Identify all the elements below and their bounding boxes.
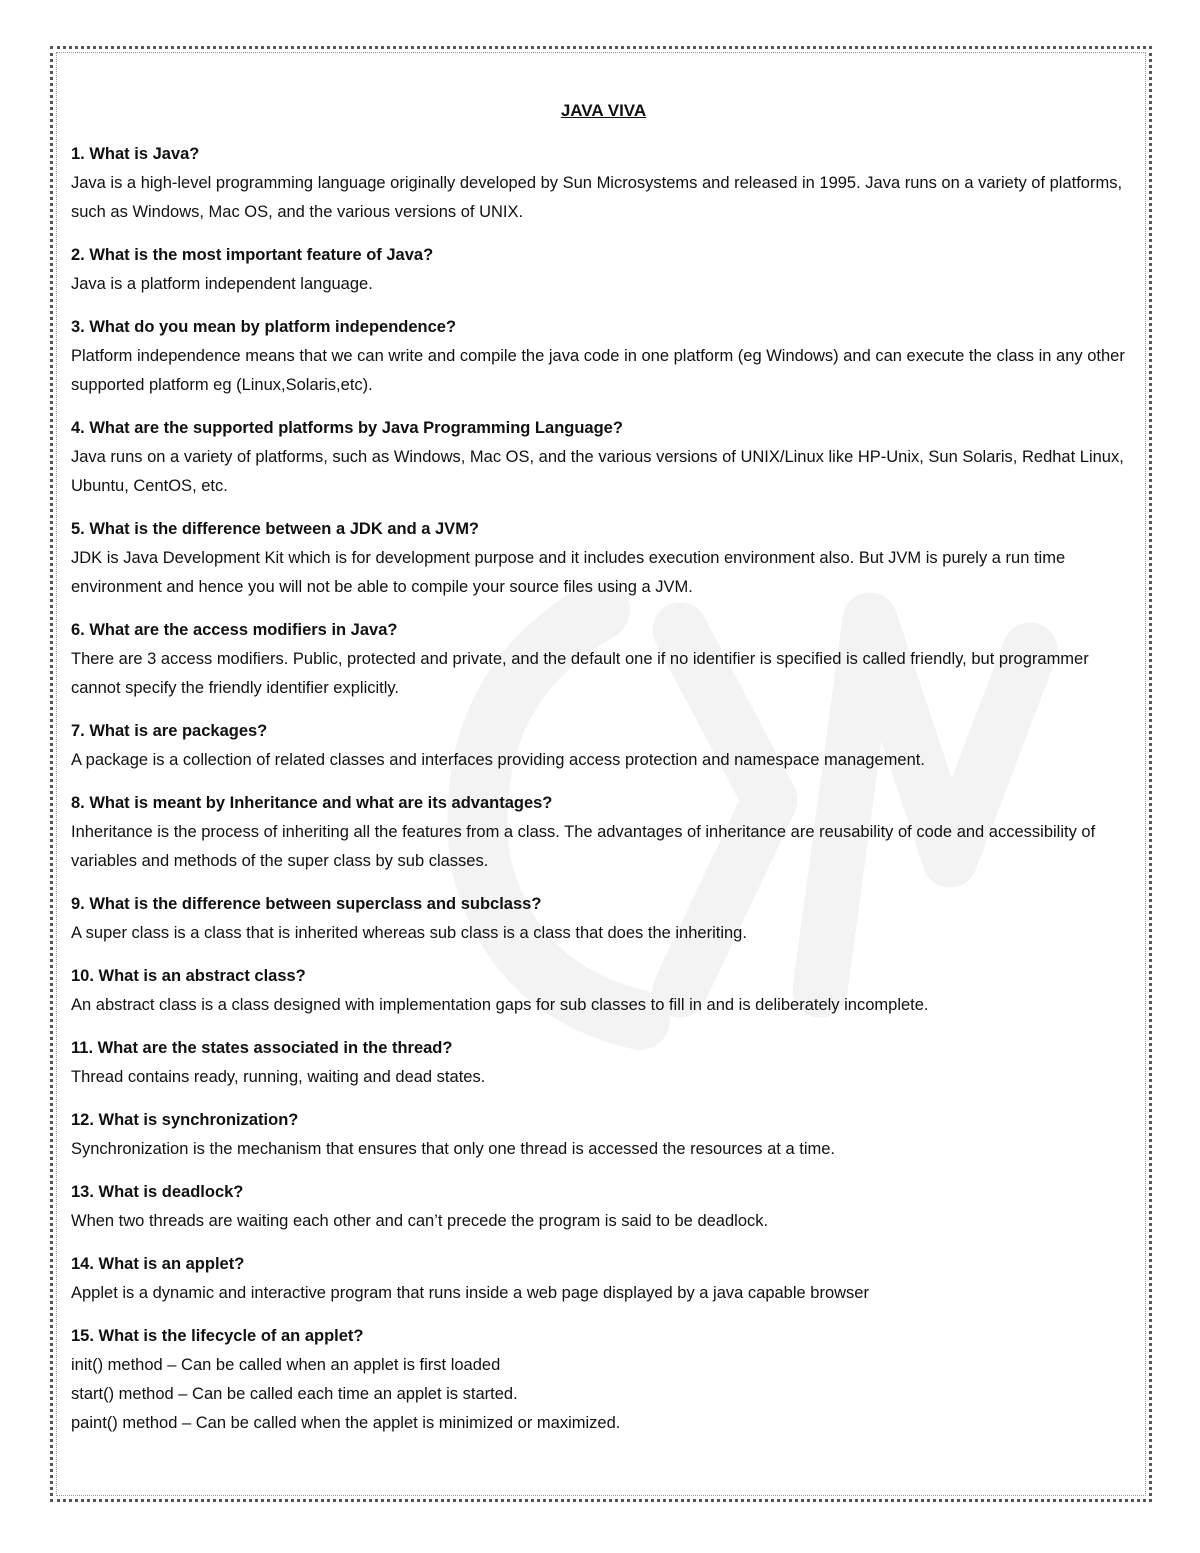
question: 3. What do you mean by platform independence? [71, 318, 457, 336]
answer: Synchronization is the mechanism that ensures that only one thread is accessed the resources at a time. [71, 1140, 835, 1158]
qa-item-lifecycle [71, 1322, 1136, 1438]
answer: Thread contains ready, running, waiting and dead states. [71, 1068, 486, 1086]
answer: Java runs on a variety of platforms, such as Windows, Mac OS, and the various versions of UNIX/Linux like HP-Unix, Sun Solaris, Redhat Linux, Ubuntu, CentOS, etc. [71, 448, 1124, 495]
answer: When two threads are waiting each other and can’t precede the program is said to be deadlock. [71, 1212, 769, 1230]
qa-item [71, 515, 1136, 602]
answer: Inheritance is the process of inheriting all the features from a class. The advantages of inheritance are reusability of code and accessibility of variables and methods of the super class by sub classes. [71, 823, 1096, 870]
answer: A package is a collection of related classes and interfaces providing access protection and namespace management. [71, 751, 925, 769]
question: 9. What is the difference between superclass and subclass? [71, 895, 542, 913]
qa-item [71, 890, 1136, 948]
qa-item [71, 414, 1136, 501]
question: 8. What is meant by Inheritance and what are its advantages? [71, 794, 553, 812]
qa-item [71, 241, 1136, 299]
answer: An abstract class is a class designed with implementation gaps for sub classes to fill in and is deliberately incomplete. [71, 996, 929, 1014]
lifecycle-line-paint: paint() method – Can be called when the applet is minimized or maximized. [71, 1414, 621, 1432]
question: 14. What is an applet? [71, 1255, 245, 1273]
answer: A super class is a class that is inherited whereas sub class is a class that does the inheriting. [71, 924, 747, 942]
qa-item [71, 1034, 1136, 1092]
qa-item [71, 1178, 1136, 1236]
qa-item [71, 616, 1136, 703]
qa-list [71, 140, 1136, 1438]
answer: Java is a platform independent language. [71, 275, 373, 293]
answer: Platform independence means that we can write and compile the java code in one platform (eg Windows) and can execute the class in any other supported platform eg (Linux,Solaris,etc). [71, 347, 1125, 394]
qa-item [71, 1106, 1136, 1164]
document-title: JAVA VIVA [560, 101, 647, 120]
question: 11. What are the states associated in the thread? [71, 1039, 453, 1057]
lifecycle-line-init: init() method – Can be called when an applet is first loaded [71, 1356, 501, 1374]
qa-item [71, 140, 1136, 227]
question: 13. What is deadlock? [71, 1183, 244, 1201]
qa-item [71, 962, 1136, 1020]
lifecycle-answer [71, 1351, 1136, 1438]
document-content [71, 100, 1136, 1452]
qa-item [71, 789, 1136, 876]
qa-item [71, 717, 1136, 775]
question: 6. What are the access modifiers in Java? [71, 621, 398, 639]
question: 15. What is the lifecycle of an applet? [71, 1327, 364, 1345]
question: 5. What is the difference between a JDK and a JVM? [71, 520, 480, 538]
answer: Applet is a dynamic and interactive program that runs inside a web page displayed by a java capable browser [71, 1284, 869, 1302]
question: 2. What is the most important feature of Java? [71, 246, 434, 264]
answer: Java is a high-level programming language originally developed by Sun Microsystems and released in 1995. Java runs on a variety of platforms, such as Windows, Mac OS, and the various versions of UNIX. [71, 174, 1123, 221]
question: 12. What is synchronization? [71, 1111, 299, 1129]
qa-item [71, 1250, 1136, 1308]
lifecycle-line-start: start() method – Can be called each time an applet is started. [71, 1385, 518, 1403]
question: 7. What is are packages? [71, 722, 268, 740]
answer: JDK is Java Development Kit which is for development purpose and it includes execution environment also. But JVM is purely a run time environment and hence you will not be able to compile your source files using a JVM. [71, 549, 1066, 596]
qa-item [71, 313, 1136, 400]
question: 1. What is Java? [71, 145, 200, 163]
question: 10. What is an abstract class? [71, 967, 306, 985]
question: 4. What are the supported platforms by Java Programming Language? [71, 419, 623, 437]
answer: There are 3 access modifiers. Public, protected and private, and the default one if no identifier is specified is called friendly, but programmer cannot specify the friendly identifier explicitly. [71, 650, 1089, 697]
